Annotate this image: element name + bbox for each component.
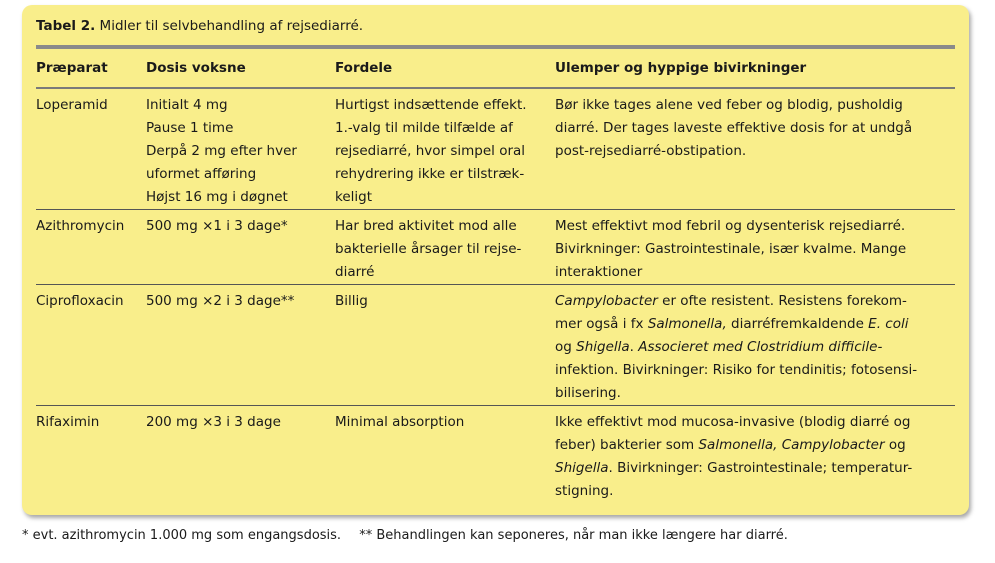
table-caption: Midler til selvbehandling af rejsediarré. bbox=[99, 18, 364, 34]
dose-line: 200 mg ×3 i 3 dage bbox=[146, 414, 281, 430]
column-header-cons: Ulemper og hyppige bivirkninger bbox=[555, 49, 955, 88]
cell-drug bbox=[36, 210, 146, 285]
table-card bbox=[22, 5, 969, 515]
pros-line: rejsediarré, hvor simpel oral bbox=[335, 143, 526, 159]
table-row bbox=[36, 285, 955, 406]
cell-cons bbox=[555, 406, 955, 504]
text-segment: feber) bakterier som bbox=[555, 437, 699, 453]
drug-name: Rifaximin bbox=[36, 414, 100, 430]
footnotes bbox=[22, 528, 802, 543]
italic-text: Associeret med Clostridium difficile- bbox=[638, 339, 883, 355]
dose-line: 500 mg ×2 i 3 dage** bbox=[146, 293, 295, 309]
pros-line: Hurtigst indsættende effekt. bbox=[335, 97, 527, 113]
drug-name: Ciprofloxacin bbox=[36, 293, 124, 309]
cons-line bbox=[555, 336, 955, 359]
header-row bbox=[36, 49, 955, 88]
pros-line: keligt bbox=[335, 189, 373, 205]
pros-line: 1.-valg til milde tilfælde af bbox=[335, 120, 513, 136]
pros-line: bakterielle årsager til rejse- bbox=[335, 241, 522, 257]
pros-line: Minimal absorption bbox=[335, 414, 465, 430]
cons-line bbox=[555, 457, 955, 480]
drug-table bbox=[36, 49, 955, 503]
cons-line: post-rejsediarré-obstipation. bbox=[555, 143, 747, 159]
text-segment: er ofte resistent. Resistens forekom- bbox=[657, 293, 907, 309]
dose-line: uformet afføring bbox=[146, 166, 257, 182]
cons-line bbox=[555, 411, 955, 434]
cons-line: Bør ikke tages alene ved feber og blodig, pusholdig bbox=[555, 97, 903, 113]
column-header-pros: Fordele bbox=[335, 49, 555, 88]
cell-dose bbox=[146, 210, 335, 285]
dose-line: Initialt 4 mg bbox=[146, 97, 228, 113]
cons-line: Bivirkninger: Gastrointestinale, især kvalme. Mange bbox=[555, 241, 907, 257]
text-segment: . Bivirkninger: Gastrointestinale; temperatur- bbox=[608, 460, 913, 476]
cons-line bbox=[555, 359, 955, 382]
drug-name: Azithromycin bbox=[36, 218, 125, 234]
pros-line: diarré bbox=[335, 264, 375, 280]
text-segment: . bbox=[629, 339, 639, 355]
pros-line: Billig bbox=[335, 293, 368, 309]
pros-line: rehydrering ikke er tilstræk- bbox=[335, 166, 525, 182]
cons-line: diarré. Der tages laveste effektive dosis for at undgå bbox=[555, 120, 913, 136]
table-body bbox=[36, 88, 955, 503]
cons-line bbox=[555, 290, 955, 313]
dose-line: Pause 1 time bbox=[146, 120, 234, 136]
text-segment: stigning. bbox=[555, 483, 614, 499]
italic-text: Salmonella, bbox=[647, 316, 727, 332]
dose-line: 500 mg ×1 i 3 dage* bbox=[146, 218, 288, 234]
table-title bbox=[36, 15, 955, 39]
italic-text: E. coli bbox=[868, 316, 909, 332]
cell-pros bbox=[335, 210, 555, 285]
cell-drug bbox=[36, 406, 146, 504]
dose-line: Højst 16 mg i døgnet bbox=[146, 189, 288, 205]
cell-pros bbox=[335, 88, 555, 210]
pros-line: Har bred aktivitet mod alle bbox=[335, 218, 517, 234]
column-header-dose: Dosis voksne bbox=[146, 49, 335, 88]
cell-dose bbox=[146, 285, 335, 406]
cell-cons bbox=[555, 88, 955, 210]
table-row bbox=[36, 406, 955, 504]
cell-dose bbox=[146, 88, 335, 210]
column-header-drug: Præparat bbox=[36, 49, 146, 88]
text-segment: Ikke effektivt mod mucosa-invasive (blodig diarré og bbox=[555, 414, 911, 430]
cell-pros bbox=[335, 406, 555, 504]
dose-line: Derpå 2 mg efter hver bbox=[146, 143, 297, 159]
table-row bbox=[36, 210, 955, 285]
footnote-2: ** Behandlingen kan seponeres, når man ikke længere har diarré. bbox=[359, 528, 788, 543]
text-segment: infektion. Bivirkninger: Risiko for tendinitis; fotosensi- bbox=[555, 362, 918, 378]
cons-line: Mest effektivt mod febril og dysenterisk rejsediarré. bbox=[555, 218, 906, 234]
cons-line: interaktioner bbox=[555, 264, 643, 280]
cell-drug bbox=[36, 285, 146, 406]
italic-text: Campylobacter bbox=[555, 293, 658, 309]
text-segment: mer også i fx bbox=[555, 316, 648, 332]
table-number: Tabel 2. bbox=[36, 18, 96, 34]
cons-line bbox=[555, 480, 955, 503]
italic-text: Salmonella, Campylobacter bbox=[698, 437, 885, 453]
cons-line bbox=[555, 434, 955, 457]
italic-text: Shigella bbox=[576, 339, 630, 355]
italic-text: Shigella bbox=[555, 460, 609, 476]
text-segment: og bbox=[884, 437, 906, 453]
cell-cons bbox=[555, 285, 955, 406]
table-row bbox=[36, 88, 955, 210]
cell-dose bbox=[146, 406, 335, 504]
cons-line bbox=[555, 313, 955, 336]
cons-line bbox=[555, 382, 955, 405]
text-segment: diarréfremkaldende bbox=[726, 316, 869, 332]
cell-cons bbox=[555, 210, 955, 285]
drug-name: Loperamid bbox=[36, 97, 108, 113]
cell-pros bbox=[335, 285, 555, 406]
footnote-1: * evt. azithromycin 1.000 mg som engangsdosis. bbox=[22, 528, 342, 543]
cell-drug bbox=[36, 88, 146, 210]
text-segment: og bbox=[555, 339, 577, 355]
text-segment: bilisering. bbox=[555, 385, 621, 401]
